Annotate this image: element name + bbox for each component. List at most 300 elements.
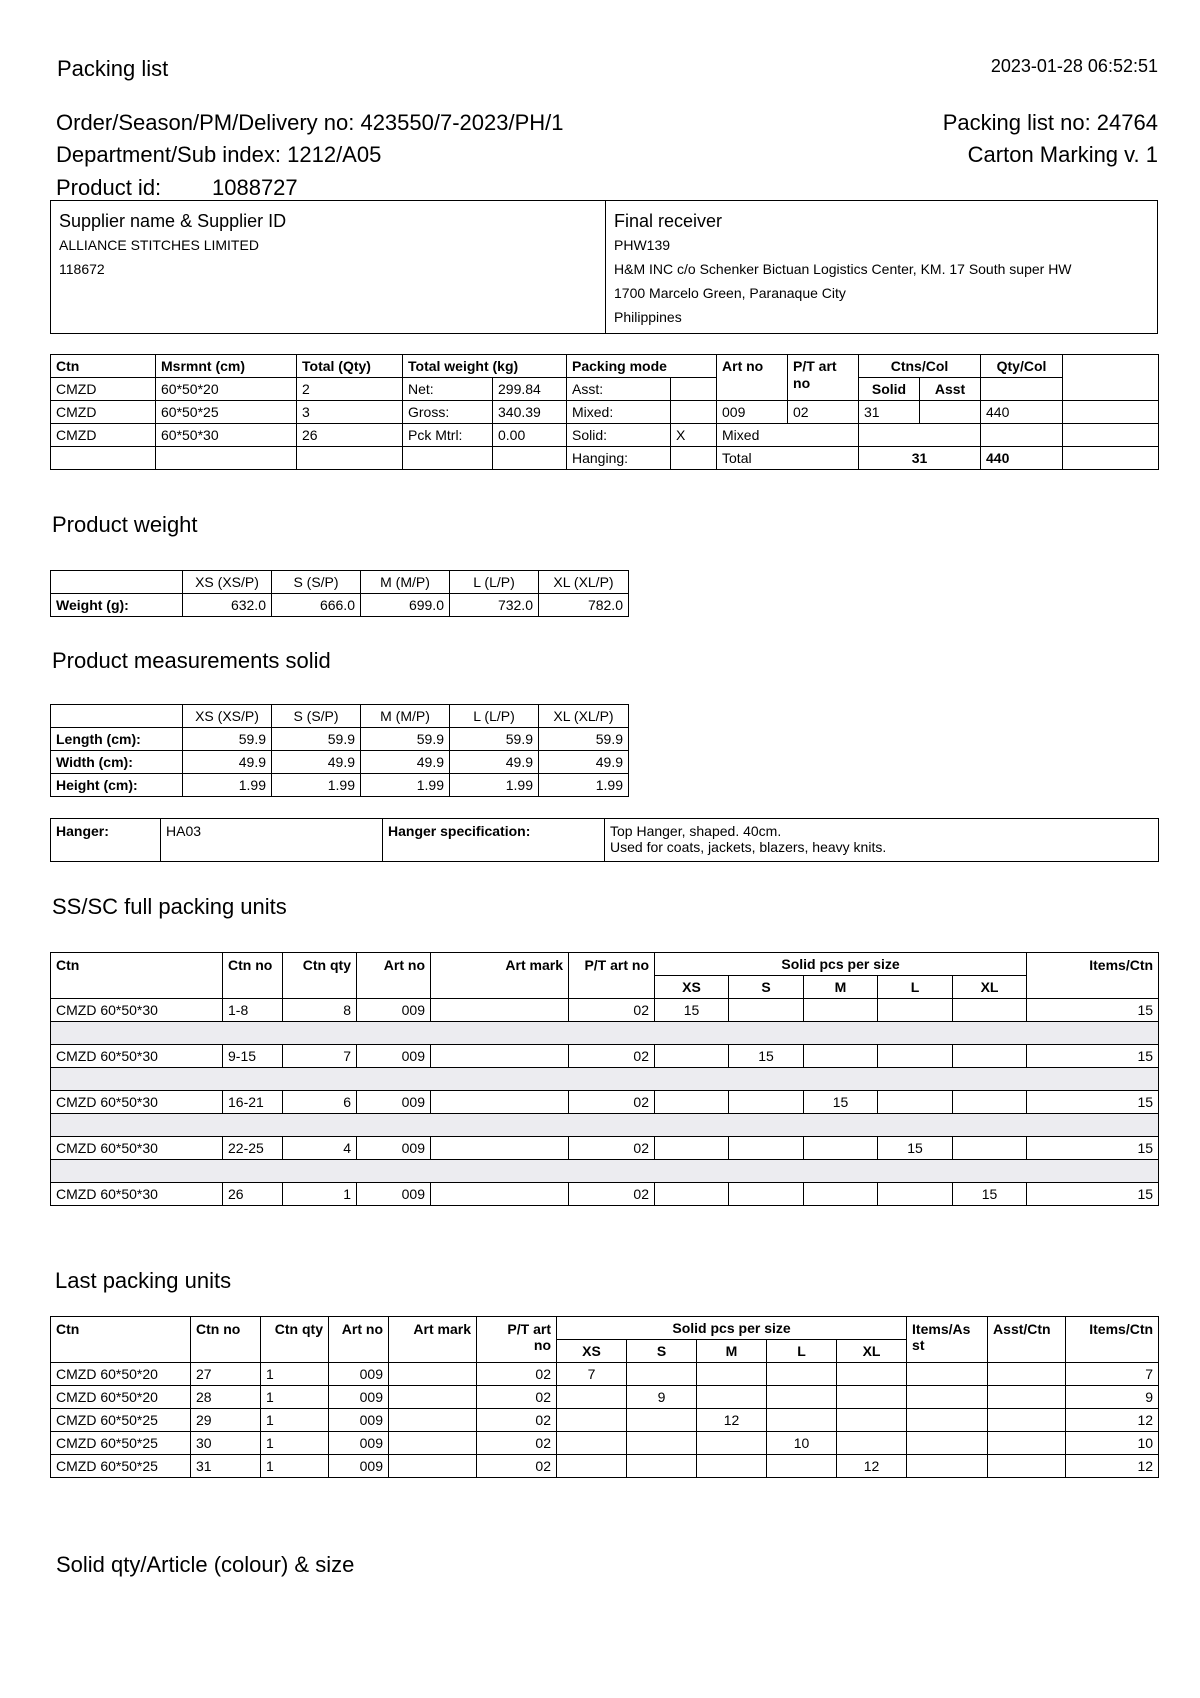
mode-mark (671, 401, 717, 424)
col-msrmnt: Msrmnt (cm) (156, 355, 297, 378)
row-items: 15 (1027, 1045, 1159, 1068)
col-solid-pcs: Solid pcs per size (557, 1317, 907, 1340)
row-items-asst (907, 1363, 988, 1386)
row-pcs-m: 15 (804, 1091, 878, 1114)
empty-cell (297, 447, 403, 470)
row-pcs-s (729, 1183, 804, 1206)
row-items: 12 (1066, 1409, 1159, 1432)
qty-col-spacer (981, 378, 1063, 401)
col-packing-mode: Packing mode (567, 355, 717, 378)
receiver-heading: Final receiver (614, 211, 723, 231)
col-pt-art-no: P/T art no (788, 355, 859, 401)
row-pt: 02 (569, 1137, 655, 1160)
supplier-heading: Supplier name & Supplier ID (59, 211, 287, 231)
row-ctn-no: 27 (191, 1363, 261, 1386)
row-pcs-l (878, 1045, 953, 1068)
col-items-asst-line-2: st (912, 1337, 925, 1353)
supplier-receiver-box (50, 200, 1158, 334)
spacer-row (51, 1114, 1159, 1137)
length-value: 59.9 (539, 728, 629, 751)
hanger-spec-line-1: Top Hanger, shaped. 40cm. (610, 823, 782, 839)
weight-value: 699.0 (361, 594, 450, 617)
department-line: Department/Sub index: 1212/A05 (56, 142, 382, 167)
row-ctn: CMZD 60*50*25 (51, 1432, 191, 1455)
table-row (51, 1432, 1159, 1455)
empty-cell (493, 447, 567, 470)
row-ctn-qty: 1 (261, 1455, 329, 1478)
row-art-no: 009 (357, 999, 431, 1022)
weight-value: 299.84 (493, 378, 567, 401)
total-ctns: 31 (859, 447, 981, 470)
col-items-ctn: Items/Ctn (1027, 953, 1159, 999)
width-label: Width (cm): (51, 751, 183, 774)
row-ctn: CMZD 60*50*20 (51, 1363, 191, 1386)
row-pcs-s (627, 1455, 697, 1478)
size-l: L (878, 976, 953, 999)
col-art-no: Art no (329, 1317, 389, 1363)
mode-mark (671, 378, 717, 401)
row-pcs-l (767, 1386, 837, 1409)
receiver-address-2: 1700 Marcelo Green, Paranaque City (614, 285, 846, 301)
row-pcs-xl: 12 (837, 1455, 907, 1478)
row-asst-ctn (988, 1432, 1066, 1455)
art-no-value: 009 (717, 401, 788, 424)
summary-msrmnt: 60*50*25 (156, 401, 297, 424)
row-pcs-xs (557, 1455, 627, 1478)
row-ctn-qty: 1 (261, 1363, 329, 1386)
table-row (51, 1455, 1159, 1478)
row-ctn: CMZD 60*50*30 (51, 999, 223, 1022)
row-art-no: 009 (357, 1137, 431, 1160)
row-art-no: 009 (357, 1045, 431, 1068)
row-pcs-s (729, 1091, 804, 1114)
row-pcs-s: 9 (627, 1386, 697, 1409)
row-ctn: CMZD 60*50*30 (51, 1091, 223, 1114)
row-items: 15 (1027, 1137, 1159, 1160)
length-value: 59.9 (183, 728, 272, 751)
row-pt: 02 (477, 1386, 557, 1409)
empty-cell (859, 424, 981, 447)
row-pcs-m (697, 1432, 767, 1455)
row-pcs-xs (557, 1432, 627, 1455)
row-pcs-xl: 15 (953, 1183, 1027, 1206)
row-items: 9 (1066, 1386, 1159, 1409)
summary-ctn: CMZD (51, 424, 156, 447)
summary-msrmnt: 60*50*30 (156, 424, 297, 447)
row-art-mark (431, 999, 569, 1022)
row-ctn-no: 29 (191, 1409, 261, 1432)
row-asst-ctn (988, 1363, 1066, 1386)
size-m: M (804, 976, 878, 999)
col-ctn: Ctn (51, 1317, 191, 1363)
size-header: XL (XL/P) (539, 705, 629, 728)
col-asst: Asst (920, 378, 981, 401)
receiver-block (614, 209, 1072, 329)
size-header: M (M/P) (361, 571, 450, 594)
row-pcs-xs (655, 1183, 729, 1206)
full-units-title: SS/SC full packing units (52, 894, 287, 919)
row-ctn-no: 31 (191, 1455, 261, 1478)
width-value: 49.9 (361, 751, 450, 774)
summary-qty: 26 (297, 424, 403, 447)
size-m: M (697, 1340, 767, 1363)
hanger-value: HA03 (161, 819, 383, 862)
row-art-mark (389, 1455, 477, 1478)
col-pt-art (477, 1317, 557, 1363)
row-pcs-l (767, 1409, 837, 1432)
mode-mark: X (671, 424, 717, 447)
row-pcs-xl (953, 1045, 1027, 1068)
row-pcs-xl (837, 1432, 907, 1455)
row-ctn-no: 22-25 (223, 1137, 283, 1160)
col-art-no: Art no (357, 953, 431, 999)
row-pcs-xl (837, 1363, 907, 1386)
col-art-mark: Art mark (389, 1317, 477, 1363)
row-items: 15 (1027, 1183, 1159, 1206)
table-row (51, 1045, 1159, 1068)
row-pcs-m (697, 1455, 767, 1478)
row-pcs-m (804, 1045, 878, 1068)
mode-mark (671, 447, 717, 470)
row-items-asst (907, 1409, 988, 1432)
row-art-no: 009 (329, 1432, 389, 1455)
row-ctn-no: 28 (191, 1386, 261, 1409)
row-ctn-no: 1-8 (223, 999, 283, 1022)
row-pt: 02 (569, 1091, 655, 1114)
row-ctn-qty: 1 (261, 1409, 329, 1432)
weight-label: Gross: (403, 401, 493, 424)
last-units-title: Last packing units (55, 1268, 232, 1293)
row-art-no: 009 (329, 1455, 389, 1478)
width-value: 49.9 (183, 751, 272, 774)
hanger-spec (605, 819, 1159, 862)
row-ctn-qty: 8 (283, 999, 357, 1022)
receiver-address-3: Philippines (614, 309, 682, 325)
weight-value: 0.00 (493, 424, 567, 447)
supplier-id: 118672 (59, 261, 105, 277)
summary-table (50, 354, 1159, 470)
col-empty (1063, 355, 1159, 401)
row-art-mark (389, 1386, 477, 1409)
solid-qty-title: Solid qty/Article (colour) & size (56, 1552, 355, 1577)
row-pcs-l (878, 1183, 953, 1206)
row-art-no: 009 (329, 1386, 389, 1409)
height-value: 1.99 (272, 774, 361, 797)
row-pcs-l (878, 1091, 953, 1114)
col-pt-art-line-1: P/T art (507, 1321, 551, 1337)
summary-ctn: CMZD (51, 378, 156, 401)
row-pt: 02 (477, 1432, 557, 1455)
row-items-asst (907, 1455, 988, 1478)
row-art-mark (431, 1183, 569, 1206)
supplier-name: ALLIANCE STITCHES LIMITED (59, 237, 259, 253)
table-row (51, 1183, 1159, 1206)
size-header: XS (XS/P) (183, 571, 272, 594)
size-xs: XS (557, 1340, 627, 1363)
row-pcs-xs: 7 (557, 1363, 627, 1386)
row-items: 15 (1027, 999, 1159, 1022)
last-units-table (50, 1316, 1159, 1478)
row-pcs-xs (557, 1409, 627, 1432)
row-pcs-l: 15 (878, 1137, 953, 1160)
empty-cell (51, 571, 183, 594)
size-s: S (729, 976, 804, 999)
row-ctn: CMZD 60*50*25 (51, 1455, 191, 1478)
table-row (51, 999, 1159, 1022)
total-qty: 440 (981, 447, 1063, 470)
row-items: 7 (1066, 1363, 1159, 1386)
row-pt: 02 (477, 1363, 557, 1386)
empty-cell (981, 424, 1063, 447)
weight-row-label: Weight (g): (51, 594, 183, 617)
size-s: S (627, 1340, 697, 1363)
row-asst-ctn (988, 1386, 1066, 1409)
col-items-ctn: Items/Ctn (1066, 1317, 1159, 1363)
row-ctn-qty: 4 (283, 1137, 357, 1160)
row-pcs-xs (655, 1091, 729, 1114)
size-header: S (S/P) (272, 705, 361, 728)
mode-label: Asst: (567, 378, 671, 401)
row-pt: 02 (569, 999, 655, 1022)
summary-ctn: CMZD (51, 401, 156, 424)
hanger-spec-label: Hanger specification: (383, 819, 605, 862)
row-pcs-m: 12 (697, 1409, 767, 1432)
row-asst-ctn (988, 1455, 1066, 1478)
row-pcs-m (697, 1386, 767, 1409)
row-items: 15 (1027, 1091, 1159, 1114)
row-pcs-l: 10 (767, 1432, 837, 1455)
row-pt: 02 (569, 1183, 655, 1206)
mixed-label: Mixed (717, 424, 859, 447)
size-l: L (767, 1340, 837, 1363)
receiver-code: PHW139 (614, 237, 671, 253)
empty-cell (403, 447, 493, 470)
col-asst-ctn: Asst/Ctn (988, 1317, 1066, 1363)
col-total-qty: Total (Qty) (297, 355, 403, 378)
row-ctn: CMZD 60*50*30 (51, 1045, 223, 1068)
receiver-address-1: H&M INC c/o Schenker Bictuan Logistics Center, KM. 17 South super HW (614, 261, 1072, 277)
hanger-table (50, 818, 1159, 862)
mode-label: Mixed: (567, 401, 671, 424)
row-items-asst (907, 1432, 988, 1455)
col-pt-art-no: P/T art no (569, 953, 655, 999)
col-ctn-no: Ctn no (223, 953, 283, 999)
height-value: 1.99 (183, 774, 272, 797)
product-weight-title: Product weight (52, 512, 198, 537)
row-pcs-xl (953, 1137, 1027, 1160)
row-items: 12 (1066, 1455, 1159, 1478)
mode-label: Hanging: (567, 447, 671, 470)
col-ctn-qty: Ctn qty (261, 1317, 329, 1363)
mode-label: Solid: (567, 424, 671, 447)
weight-label: Net: (403, 378, 493, 401)
height-value: 1.99 (450, 774, 539, 797)
width-value: 49.9 (272, 751, 361, 774)
size-xl: XL (953, 976, 1027, 999)
col-solid: Solid (859, 378, 920, 401)
row-pt: 02 (477, 1409, 557, 1432)
total-label: Total (717, 447, 859, 470)
supplier-block (59, 209, 286, 281)
summary-qty: 2 (297, 378, 403, 401)
row-ctn-qty: 1 (283, 1183, 357, 1206)
row-pcs-l (878, 999, 953, 1022)
row-pcs-m (804, 999, 878, 1022)
row-pcs-l (767, 1455, 837, 1478)
weight-value: 782.0 (539, 594, 629, 617)
row-asst-ctn (988, 1409, 1066, 1432)
row-ctn-no: 26 (223, 1183, 283, 1206)
col-solid-pcs: Solid pcs per size (655, 953, 1027, 976)
spacer-row (51, 1160, 1159, 1183)
weight-value: 732.0 (450, 594, 539, 617)
row-art-mark (431, 1137, 569, 1160)
col-art-no: Art no (717, 355, 788, 401)
row-ctn: CMZD 60*50*30 (51, 1183, 223, 1206)
size-header: L (L/P) (450, 705, 539, 728)
row-pcs-s (627, 1363, 697, 1386)
table-row (51, 1363, 1159, 1386)
empty-cell (1063, 424, 1159, 447)
row-ctn: CMZD 60*50*25 (51, 1409, 191, 1432)
col-total-weight: Total weight (kg) (403, 355, 567, 378)
size-xl: XL (837, 1340, 907, 1363)
size-header: S (S/P) (272, 571, 361, 594)
col-ctn-qty: Ctn qty (283, 953, 357, 999)
spacer-row (51, 1068, 1159, 1091)
row-pcs-s (729, 999, 804, 1022)
size-header: XS (XS/P) (183, 705, 272, 728)
print-datetime: 2023-01-28 06:52:51 (990, 56, 1158, 76)
full-units-table (50, 952, 1159, 1206)
row-art-mark (431, 1091, 569, 1114)
row-ctn-qty: 1 (261, 1386, 329, 1409)
qty-col-value: 440 (981, 401, 1063, 424)
table-row (51, 1386, 1159, 1409)
spacer-row (51, 1022, 1159, 1045)
row-ctn-no: 9-15 (223, 1045, 283, 1068)
solid-value: 31 (859, 401, 920, 424)
summary-msrmnt: 60*50*20 (156, 378, 297, 401)
hanger-spec-line-2: Used for coats, jackets, blazers, heavy knits. (610, 839, 887, 855)
carton-marking: Carton Marking v. 1 (967, 142, 1158, 167)
row-ctn: CMZD 60*50*30 (51, 1137, 223, 1160)
table-row (51, 1091, 1159, 1114)
row-art-mark (389, 1409, 477, 1432)
row-art-no: 009 (357, 1183, 431, 1206)
measurements-title: Product measurements solid (52, 648, 331, 673)
row-art-mark (431, 1045, 569, 1068)
row-art-mark (389, 1432, 477, 1455)
col-pt-art-line-2: no (533, 1337, 551, 1353)
length-label: Length (cm): (51, 728, 183, 751)
size-header: XL (XL/P) (539, 571, 629, 594)
height-label: Height (cm): (51, 774, 183, 797)
row-ctn: CMZD 60*50*20 (51, 1386, 191, 1409)
summary-qty: 3 (297, 401, 403, 424)
length-value: 59.9 (272, 728, 361, 751)
weight-label: Pck Mtrl: (403, 424, 493, 447)
row-ctn-qty: 6 (283, 1091, 357, 1114)
length-value: 59.9 (450, 728, 539, 751)
row-art-no: 009 (357, 1091, 431, 1114)
pt-art-no-value: 02 (788, 401, 859, 424)
col-qty-col: Qty/Col (981, 355, 1063, 378)
row-pcs-m (804, 1183, 878, 1206)
row-pcs-xs (655, 1137, 729, 1160)
col-ctns-col: Ctns/Col (859, 355, 981, 378)
product-id-label: Product id: (56, 175, 162, 200)
row-art-no: 009 (329, 1409, 389, 1432)
size-header: L (L/P) (450, 571, 539, 594)
row-pt: 02 (569, 1045, 655, 1068)
empty-cell (1063, 401, 1159, 424)
row-pcs-m (804, 1137, 878, 1160)
packing-list-no: Packing list no: 24764 (942, 110, 1158, 135)
weight-value: 340.39 (493, 401, 567, 424)
row-pcs-xl (837, 1409, 907, 1432)
row-pcs-xl (953, 1091, 1027, 1114)
weight-value: 632.0 (183, 594, 272, 617)
row-pt: 02 (477, 1455, 557, 1478)
row-ctn-qty: 7 (283, 1045, 357, 1068)
row-ctn-no: 30 (191, 1432, 261, 1455)
asst-value (920, 401, 981, 424)
measurements-table (50, 704, 629, 797)
col-art-mark: Art mark (431, 953, 569, 999)
length-value: 59.9 (361, 728, 450, 751)
row-pcs-l (767, 1363, 837, 1386)
box-divider (605, 201, 606, 333)
row-ctn-qty: 1 (261, 1432, 329, 1455)
hanger-label: Hanger: (51, 819, 161, 862)
col-ctn-no: Ctn no (191, 1317, 261, 1363)
col-items-asst-line-1: Items/As (912, 1321, 971, 1337)
row-items-asst (907, 1386, 988, 1409)
page-title: Packing list (57, 56, 169, 81)
table-row (51, 1409, 1159, 1432)
row-art-no: 009 (329, 1363, 389, 1386)
row-pcs-m (697, 1363, 767, 1386)
width-value: 49.9 (450, 751, 539, 774)
row-items: 10 (1066, 1432, 1159, 1455)
empty-cell (1063, 447, 1159, 470)
row-pcs-s (729, 1137, 804, 1160)
row-pcs-s: 15 (729, 1045, 804, 1068)
col-ctn: Ctn (51, 355, 156, 378)
product-weight-table (50, 570, 629, 617)
empty-cell (51, 447, 156, 470)
row-pcs-xs: 15 (655, 999, 729, 1022)
empty-cell (51, 705, 183, 728)
row-pcs-xs (557, 1386, 627, 1409)
row-pcs-s (627, 1409, 697, 1432)
order-line: Order/Season/PM/Delivery no: 423550/7-2023/PH/1 (56, 110, 564, 135)
empty-cell (156, 447, 297, 470)
row-pcs-xl (837, 1386, 907, 1409)
col-ctn: Ctn (51, 953, 223, 999)
row-art-mark (389, 1363, 477, 1386)
product-id-value: 1088727 (212, 175, 298, 200)
table-row (51, 1137, 1159, 1160)
col-items-asst (907, 1317, 988, 1363)
row-pcs-xl (953, 999, 1027, 1022)
size-xs: XS (655, 976, 729, 999)
height-value: 1.99 (539, 774, 629, 797)
row-ctn-no: 16-21 (223, 1091, 283, 1114)
height-value: 1.99 (361, 774, 450, 797)
weight-value: 666.0 (272, 594, 361, 617)
